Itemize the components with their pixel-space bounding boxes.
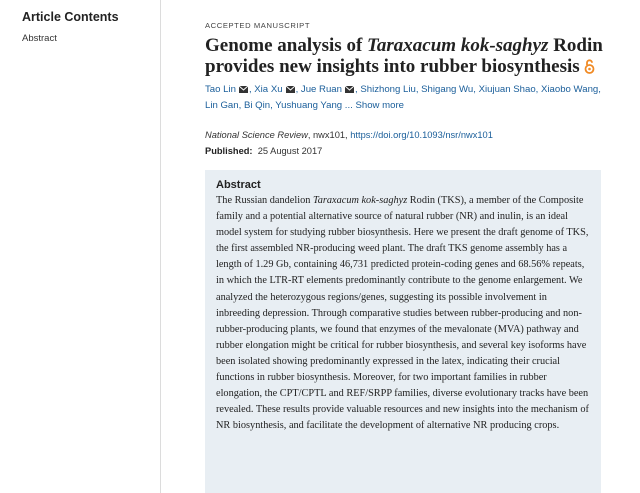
- author-link[interactable]: Bi Qin: [243, 100, 271, 111]
- sidebar-item-abstract[interactable]: Abstract: [22, 33, 57, 44]
- envelope-icon[interactable]: [345, 83, 354, 90]
- abstract-part-1: The Russian dandelion: [216, 195, 313, 206]
- abstract-body: [216, 193, 589, 434]
- author-link[interactable]: Shizhong Liu: [360, 84, 416, 95]
- author-link[interactable]: Tao Lin: [205, 84, 236, 95]
- manuscript-label: ACCEPTED MANUSCRIPT: [205, 21, 311, 30]
- author-link[interactable]: Xiaobo Wang: [541, 84, 599, 95]
- title-part-2: Rodin provides new insights into rubber biosynthesis: [205, 35, 603, 77]
- article-header: [205, 0, 625, 159]
- author-link[interactable]: Shigang Wu: [421, 84, 474, 95]
- author-separator: ,: [295, 84, 301, 95]
- open-access-lock-icon: [584, 58, 595, 79]
- article-title: [205, 35, 625, 79]
- article-id: , nwx101,: [307, 130, 351, 140]
- author-list: [205, 82, 605, 114]
- title-species: Taraxacum kok-saghyz: [367, 35, 549, 56]
- abstract-part-2: Rodin (TKS), a member of the Composite family and a potential alternative source of natural rubber (NR) and inulin, is an ideal model system for studying rubber biosynthesis. Here we present the draft genome of TKS, the first assembled NR-producing weed plant. The draft TKS genome assembly has a length of 1.29 Gb, containing 46,731 predicted protein-coding genes and 68.56% repeats, in which the LTR-RT elements predominantly contribute to the genome enlargement. We analyzed the heterozygous regions/genes, suggesting its possible involvement in inbreeding depression. Through comparative studies between rubber-producing and non-rubber-producing plants, we found that enzymes of the mevalonate (MVA) pathway and rubber elongation might be critical for rubber biosynthesis, and several key isoforms have been isolated showing predominantly expressed in the latex, indicating their crucial functions in rubber biosynthesis. Moreover, for two important families in rubber elongation, the CPT/CPTL and REF/SRPP families, diverse evolutionary tracks have been revealed. These results provide valuable resources and new insights into the mechanism of NR biosynthesis, and facilitate the development of alternative NR producing crops.: [216, 195, 589, 432]
- journal-name: National Science Review: [205, 130, 308, 140]
- author-separator: ,: [248, 84, 255, 95]
- envelope-icon[interactable]: [239, 83, 248, 90]
- author-separator: ,: [354, 84, 361, 95]
- author-link[interactable]: Yushuang Yang: [275, 100, 343, 111]
- doi-link[interactable]: https://doi.org/10.1093/nsr/nwx101: [350, 130, 493, 140]
- show-more-authors-button[interactable]: Show more: [355, 100, 405, 111]
- author-link[interactable]: Xiujuan Shao: [478, 84, 536, 95]
- author-link[interactable]: Jue Ruan: [300, 84, 342, 95]
- published-date: 25 August 2017: [257, 146, 323, 156]
- sidebar-heading: Article Contents: [22, 10, 119, 24]
- article-contents-sidebar: [0, 0, 161, 493]
- author-separator: ,: [238, 100, 244, 111]
- author-link[interactable]: Lin Gan: [205, 100, 239, 111]
- author-ellipsis: ...: [342, 100, 353, 111]
- abstract-section: [205, 170, 601, 493]
- abstract-heading: Abstract: [216, 179, 261, 191]
- citation-line: [205, 127, 625, 143]
- author-separator: ,: [598, 84, 601, 95]
- author-separator: ,: [270, 100, 276, 111]
- title-part-1: Genome analysis of: [205, 35, 368, 56]
- author-separator: ,: [473, 84, 479, 95]
- author-link[interactable]: Xia Xu: [254, 84, 283, 95]
- author-separator: ,: [535, 84, 542, 95]
- envelope-icon[interactable]: [286, 83, 295, 90]
- published-line: [205, 143, 625, 159]
- author-separator: ,: [415, 84, 422, 95]
- published-label: Published:: [205, 146, 253, 156]
- abstract-species: Taraxacum kok-saghyz: [312, 195, 408, 206]
